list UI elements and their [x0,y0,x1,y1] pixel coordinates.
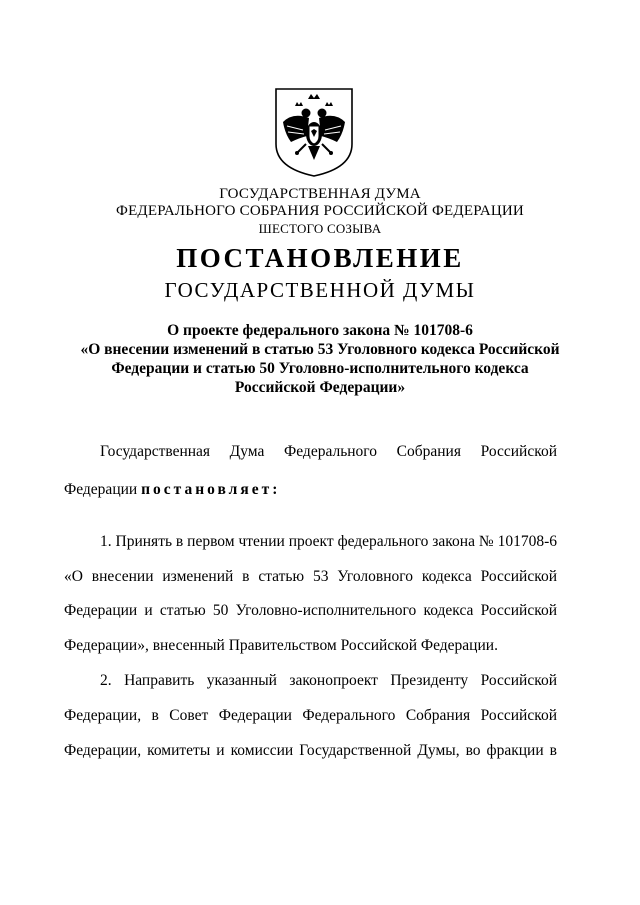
document-type-title: ПОСТАНОВЛЕНИЕ [176,243,464,273]
subject-line-3: Федерации и статью 50 Уголовно-исполнительного кодекса [111,360,529,377]
item1-line-1: 1. Принять в первом чтении проект федерального закона № 101708-6 [100,533,557,550]
item1-line-2: «О внесении изменений в статью 53 Уголовного кодекса Российской [64,568,557,585]
subject-line-2: «О внесении изменений в статью 53 Уголовного кодекса Российской [80,341,560,358]
subject-line-4: Российской Федерации» [234,379,406,396]
subject-line-1: О проекте федерального закона № 101708-6 [167,322,473,339]
item2-line-1: 2. Направить указанный законопроект Президенту Российской [100,672,557,689]
item1-line-4: Федерации», внесенный Правительством Российской Федерации. [64,637,498,654]
coat-of-arms-emblem [273,86,355,178]
document-issuer-title: ГОСУДАРСТВЕННОЙ ДУМЫ [164,278,476,302]
preamble-line-1: Государственная Дума Федерального Собрания Российской [100,443,557,460]
header-line-2: ФЕДЕРАЛЬНОГО СОБРАНИЯ РОССИЙСКОЙ ФЕДЕРАЦИИ [116,203,524,219]
header-line-1: ГОСУДАРСТВЕННАЯ ДУМА [219,186,421,202]
preamble-text: Федерации [64,481,142,498]
item1-line-3: Федерации и статью 50 Уголовно-исполнительного кодекса Российской [64,602,557,619]
decree-keyword: постановляет: [141,481,281,498]
item2-line-3: Федерации, комитеты и комиссии Государственной Думы, во фракции в [64,742,557,759]
item2-line-2: Федерации, в Совет Федерации Федерального Собрания Российской [64,707,557,724]
header-line-3: ШЕСТОГО СОЗЫВА [258,221,382,236]
preamble-line-2 [64,480,557,500]
